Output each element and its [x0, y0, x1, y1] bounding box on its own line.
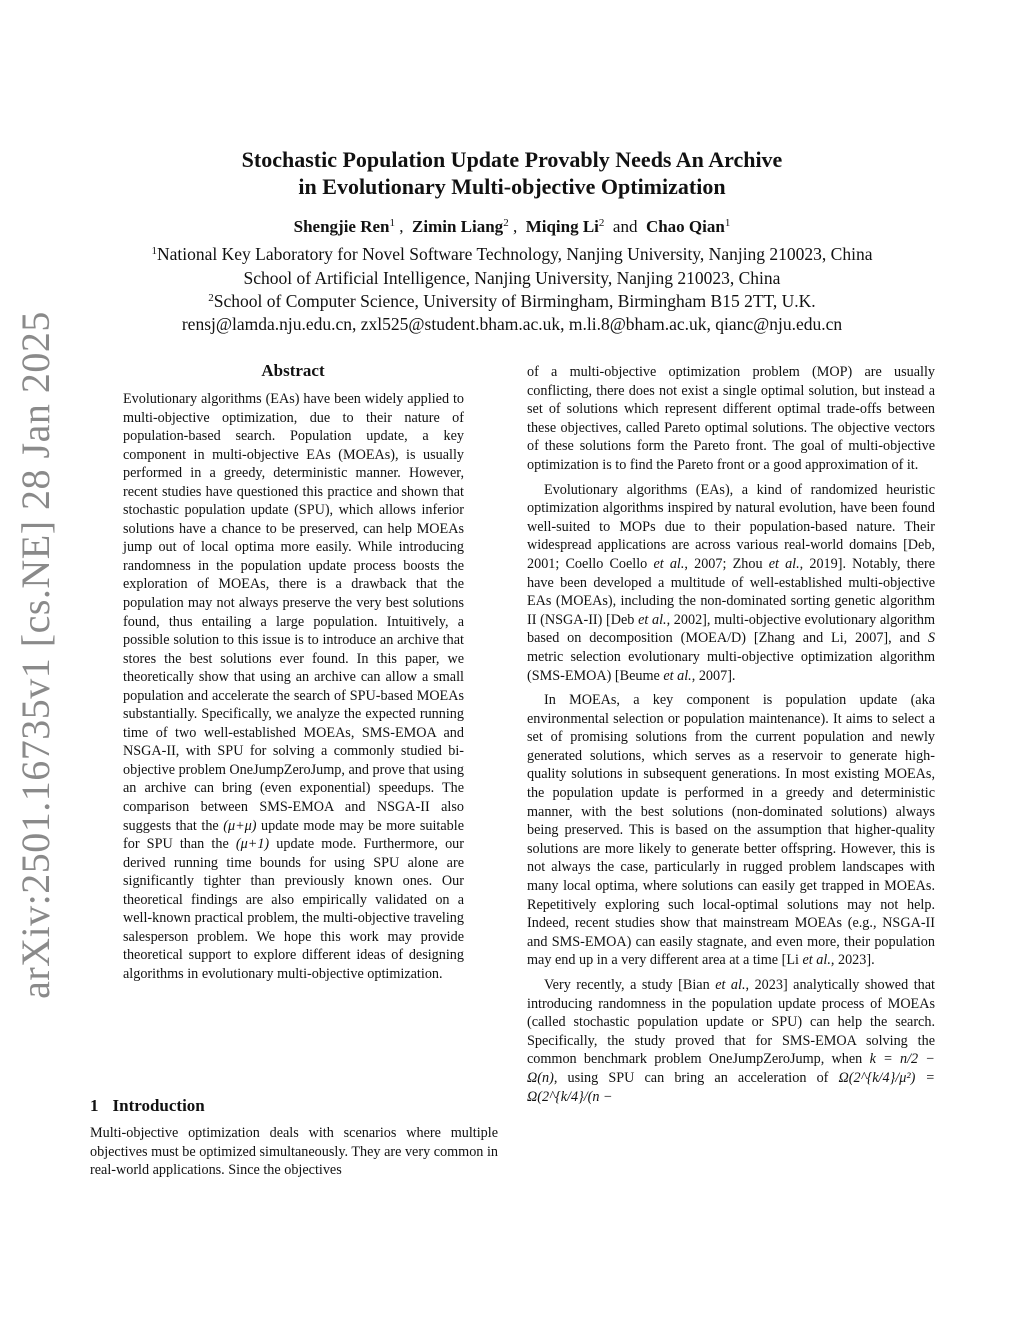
author-name: Zimin Liang: [412, 217, 504, 236]
paragraph: of a multi-objective optimization problem (MOP) are usually conflicting, there does not exist a single optimal solution, but instead a set of solutions which represent different optimal trade-offs between these objectives, called Pareto optimal solutions. The objective vectors of these solutions form the Pareto front. The goal of multi-objective optimization is to find the Pareto front or a good approximation of it.: [527, 364, 935, 473]
affiliation-1b: School of Artificial Intelligence, Nanjing University, Nanjing 210023, China: [243, 268, 781, 288]
et-al: et al.: [802, 952, 831, 969]
paper-title-line-1: Stochastic Population Update Provably Needs An Archive: [241, 147, 783, 172]
math-s-metric: S: [927, 630, 935, 647]
author-affil-mark: 2: [503, 217, 509, 229]
et-al: et al.: [653, 555, 685, 572]
author-list: Shengjie Ren$^1$ , Zimin Liang$^2$ , Miqing Li$^2$ and Chao Qian$^1$: [293, 217, 731, 236]
author-emails: rensj@lamda.nju.edu.cn, zxl525@student.bham.ac.uk, m.li.8@bham.ac.uk, qianc@nju.edu.cn: [181, 314, 843, 334]
section-number: 1: [90, 1096, 99, 1115]
math-acceleration: Ω(2^{k/4}/μ²) = Ω(2^{k/4}/(n −: [527, 1069, 936, 1105]
paragraph: Multi-objective optimization deals with scenarios where multiple objectives must be optimized simultaneously. They are very common in real-world applications. Since the objectives: [90, 1125, 498, 1179]
author-name: Chao Qian: [645, 217, 725, 236]
affiliation-text: National Key Laboratory for Novel Software Technology, Nanjing University, Nanjing 210023, China: [157, 244, 873, 264]
right-column: [527, 363, 935, 1106]
section-heading-introduction: [90, 1096, 205, 1116]
math-mu-plus-mu: (μ+μ): [223, 817, 257, 834]
paragraph: [527, 481, 935, 686]
math-mu-plus-1: (μ+1): [235, 836, 270, 853]
abstract-text: Evolutionary algorithms (EAs) have been widely applied to multi-objective optimization, due to their nature of population-based search. Population update, a key component in multi-objective EAs (MOEAs), is usually performed in a greedy, deterministic manner. However, recent studies have questioned this practice and shown that stochastic population update (SPU), which allows inferior solutions have a chance to be preserved, can help MOEAs jump out of local optima more easily. While introducing randomness in the population update process boosts the exploration of MOEAs, there is a drawback that the population may not always preserve the very best solutions found, thus entailing a large population. Intuitively, a possible solution to this issue is to introduce an archive that stores the best solutions ever found. In this paper, we theoretically show that using an archive can allow a small population and accelerate the search of SPU-based MOEAs substantially. Specifically, we analyze the expected running time of two well-established MOEAs, SMS-EMOA and NSGA-II, with SPU for solving a commonly studied bi-objective problem OneJumpZeroJump, and prove that using an archive can bring (even exponential) speedups. The comparison between SMS-EMOA and NSGA-II also suggests that the: [123, 391, 464, 834]
paragraph-text: In MOEAs, a key component is population update (aka environmental selection or population maintenance). It aims to select a set of promising solutions from the current population and newly generated solutions, which serves as a reservoir to generate high-quality solutions in subsequent generations. In most existing MOEAs, the population update is performed in a greedy and deterministic manner, with the best solutions (non-dominated solutions) always being preserved. This is based on the assumption that higher-quality solutions are more likely to generate better offspring. However, this is not always the case, particularly in rugged problem landscapes with many local optima, where solutions can easily get trapped in MOEAs. Repetitively exploring such local-optimal solutions may not help. Indeed, recent studies show that mainstream MOEAs (e.g., NSGA-II and SMS-EMOA) can easily stagnate, and even more, their population may end up in a very different area at a time [Li: [527, 692, 935, 969]
paragraph-text: metric selection evolutionary multi-objective optimization algorithm (SMS-EMOA) [Beume: [527, 648, 935, 684]
paragraph-text: , 2007].: [691, 667, 736, 684]
paragraph-text: , 2019]. Notably, there have been developed a multitude of well-established multi-objective EAs (MOEAs), including the non-dominated sorting genetic algorithm II (NSGA-II) [Deb: [527, 555, 936, 628]
et-al: et al.: [663, 667, 692, 684]
et-al: et al.: [638, 611, 667, 628]
paragraph-text: , 2002], multi-objective evolutionary algorithm based on decomposition (MOEA/D) [Zhang and Li, 2007], and: [527, 611, 935, 647]
author-name: Shengjie Ren: [293, 217, 390, 236]
arxiv-identifier: arXiv:2501.16735v1 [cs.NE] 28 Jan 2025: [13, 311, 58, 999]
paper-title-line-2: in Evolutionary Multi-objective Optimization: [298, 174, 726, 199]
paragraph: [527, 691, 935, 970]
affiliation-1: [0, 242, 1024, 266]
paragraph-text: , 2007; Zhou: [684, 555, 769, 572]
paragraph: [527, 976, 935, 1106]
abstract-text: update mode. Furthermore, our derived running time bounds for using SPU alone are significantly tighter than previously known ones. Our theoretical findings are also empirically validated on a well-known practical problem, the multi-objective traveling salesperson problem. We hope this work may provide theoretical support to explore different ideas of designing algorithms in evolutionary multi-objective optimization.: [123, 836, 464, 982]
author-name: Miqing Li: [525, 217, 599, 236]
affiliation-text: School of Computer Science, University of Birmingham, Birmingham B15 2TT, U.K.: [213, 291, 816, 311]
introduction-left-text: [90, 1124, 498, 1180]
affiliation-mark: 2: [208, 292, 214, 304]
affiliation-2: [0, 289, 1024, 313]
paragraph-text: , 2023].: [830, 952, 875, 969]
author-affil-mark: 1: [724, 217, 731, 229]
et-al: et al.: [715, 977, 746, 993]
paragraph-text: Very recently, a study [Bian: [544, 977, 716, 993]
author-affil-mark: 2: [598, 217, 605, 229]
paragraph-text: Evolutionary algorithms (EAs), a kind of randomized heuristic optimization algorithms inspired by natural evolution, have been found well-suited to MOPs due to their population-based nature. Their widespread applications are across various real-world domains [Deb, 2001; Coello Coello: [527, 481, 935, 572]
abstract-heading: Abstract: [261, 361, 325, 380]
author-affil-mark: 1: [389, 217, 396, 229]
affiliation-mark: 1: [151, 245, 158, 257]
paragraph-text: , 2023] analytically showed that introducing randomness in the population update process of MOEAs (called stochastic population update or SPU) can help the search. Specifically, the study proved that for SMS-EMOA solving the common benchmark problem OneJumpZeroJump, when: [527, 977, 935, 1068]
and-word: and: [612, 217, 638, 236]
math-k-condition: k = n/2 − Ω(n): [527, 1051, 936, 1086]
et-al: et al.: [768, 555, 800, 572]
section-title: Introduction: [112, 1096, 205, 1115]
abstract-body: [123, 390, 464, 984]
paragraph-text: , using SPU can bring an acceleration of: [553, 1069, 839, 1086]
abstract-text: update mode may be more suitable for SPU than the: [123, 817, 464, 853]
